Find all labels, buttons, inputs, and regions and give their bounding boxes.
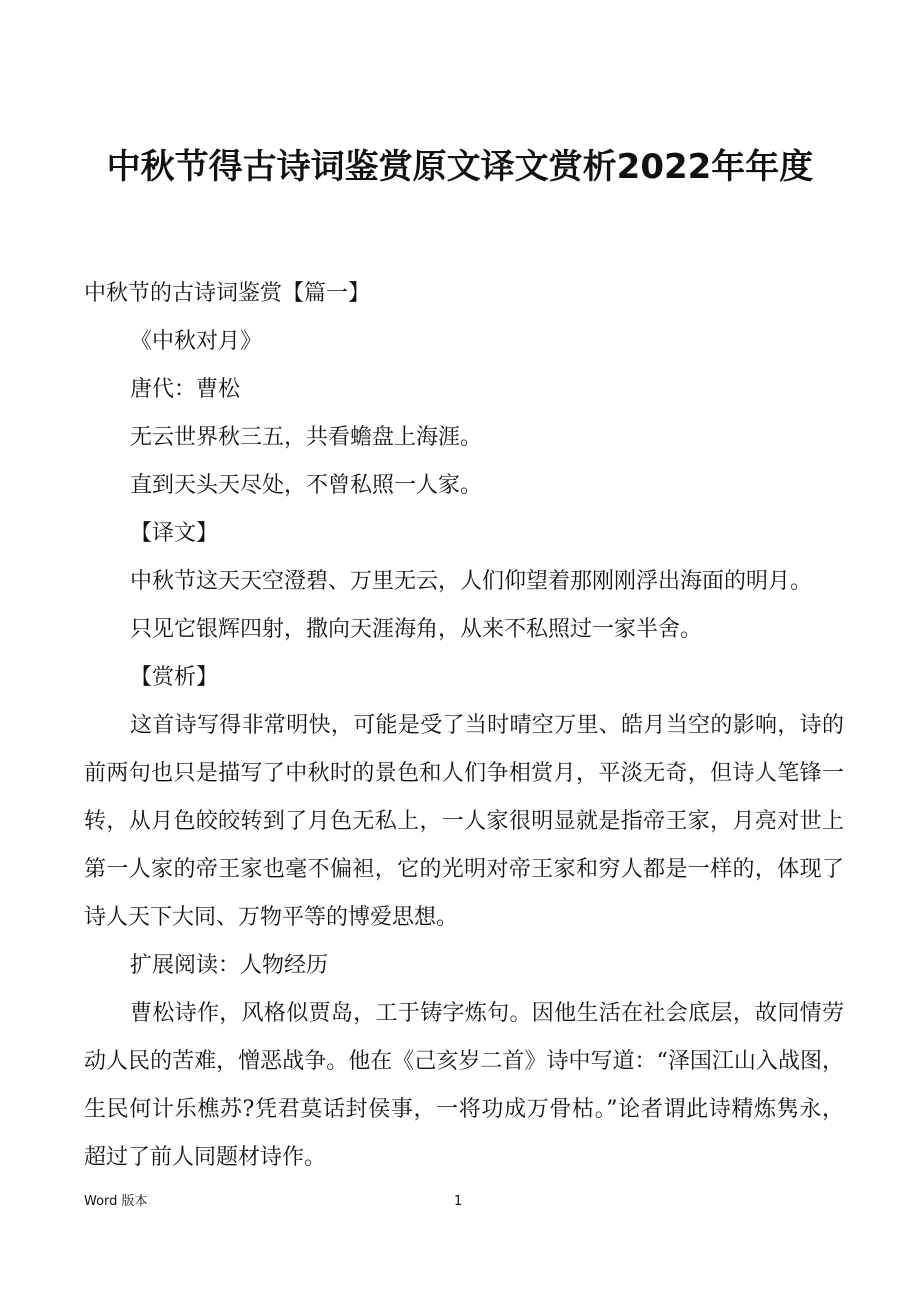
extended-reading-heading: 扩展阅读：人物经历 [130,953,329,978]
translation-line: 中秋节这天天空澄碧、万里无云，人们仰望着那刚刚浮出海面的明月。 [130,569,813,594]
analysis-paragraph: 这首诗写得非常明快，可能是受了当时晴空万里、皓月当空的影响，诗的前两句也只是描写了中秋时的景色和人们争相赏月，平淡无奇，但诗人笔锋一转，从月色皎皎转到了月色无私上，一人家很明显就是指帝王家，月亮对世上第一人家的帝王家也毫不偏袒，它的光明对帝王家和穷人都是一样的，体现了诗人天下大同、万物平等的博爱思想。 [84,713,844,930]
section-heading: 中秋节的古诗词鉴赏【篇一】 [84,281,371,306]
poem-line: 直到天头天尽处，不曾私照一人家。 [130,473,483,498]
extended-reading-paragraph: 曹松诗作，风格似贾岛，工于铸字炼句。因他生活在社会底层，故同情劳动人民的苦难，憎恶战争。他在《己亥岁二首》诗中写道：“泽国江山入战图，生民何计乐樵苏?凭君莫话封侯事，一将功成万骨枯。”论者谓此诗精炼隽永，超过了前人同题材诗作。 [84,1001,844,1170]
poem-title: 《中秋对月》 [130,329,263,354]
author-line: 唐代：曹松 [130,377,241,402]
poem-line: 无云世界秋三五，共看蟾盘上海涯。 [130,425,483,450]
footer-label: Word 版本 [84,1194,148,1209]
document-title: 中秋节得古诗词鉴赏原文译文赏析2022年年度 [106,147,814,187]
document-body [84,270,844,1182]
translation-line: 只见它银辉四射，撒向天涯海角，从来不私照过一家半舍。 [130,617,703,642]
analysis-heading: 【赏析】 [130,665,219,690]
translation-heading: 【译文】 [130,521,219,546]
page-number: 1 [454,1194,463,1209]
